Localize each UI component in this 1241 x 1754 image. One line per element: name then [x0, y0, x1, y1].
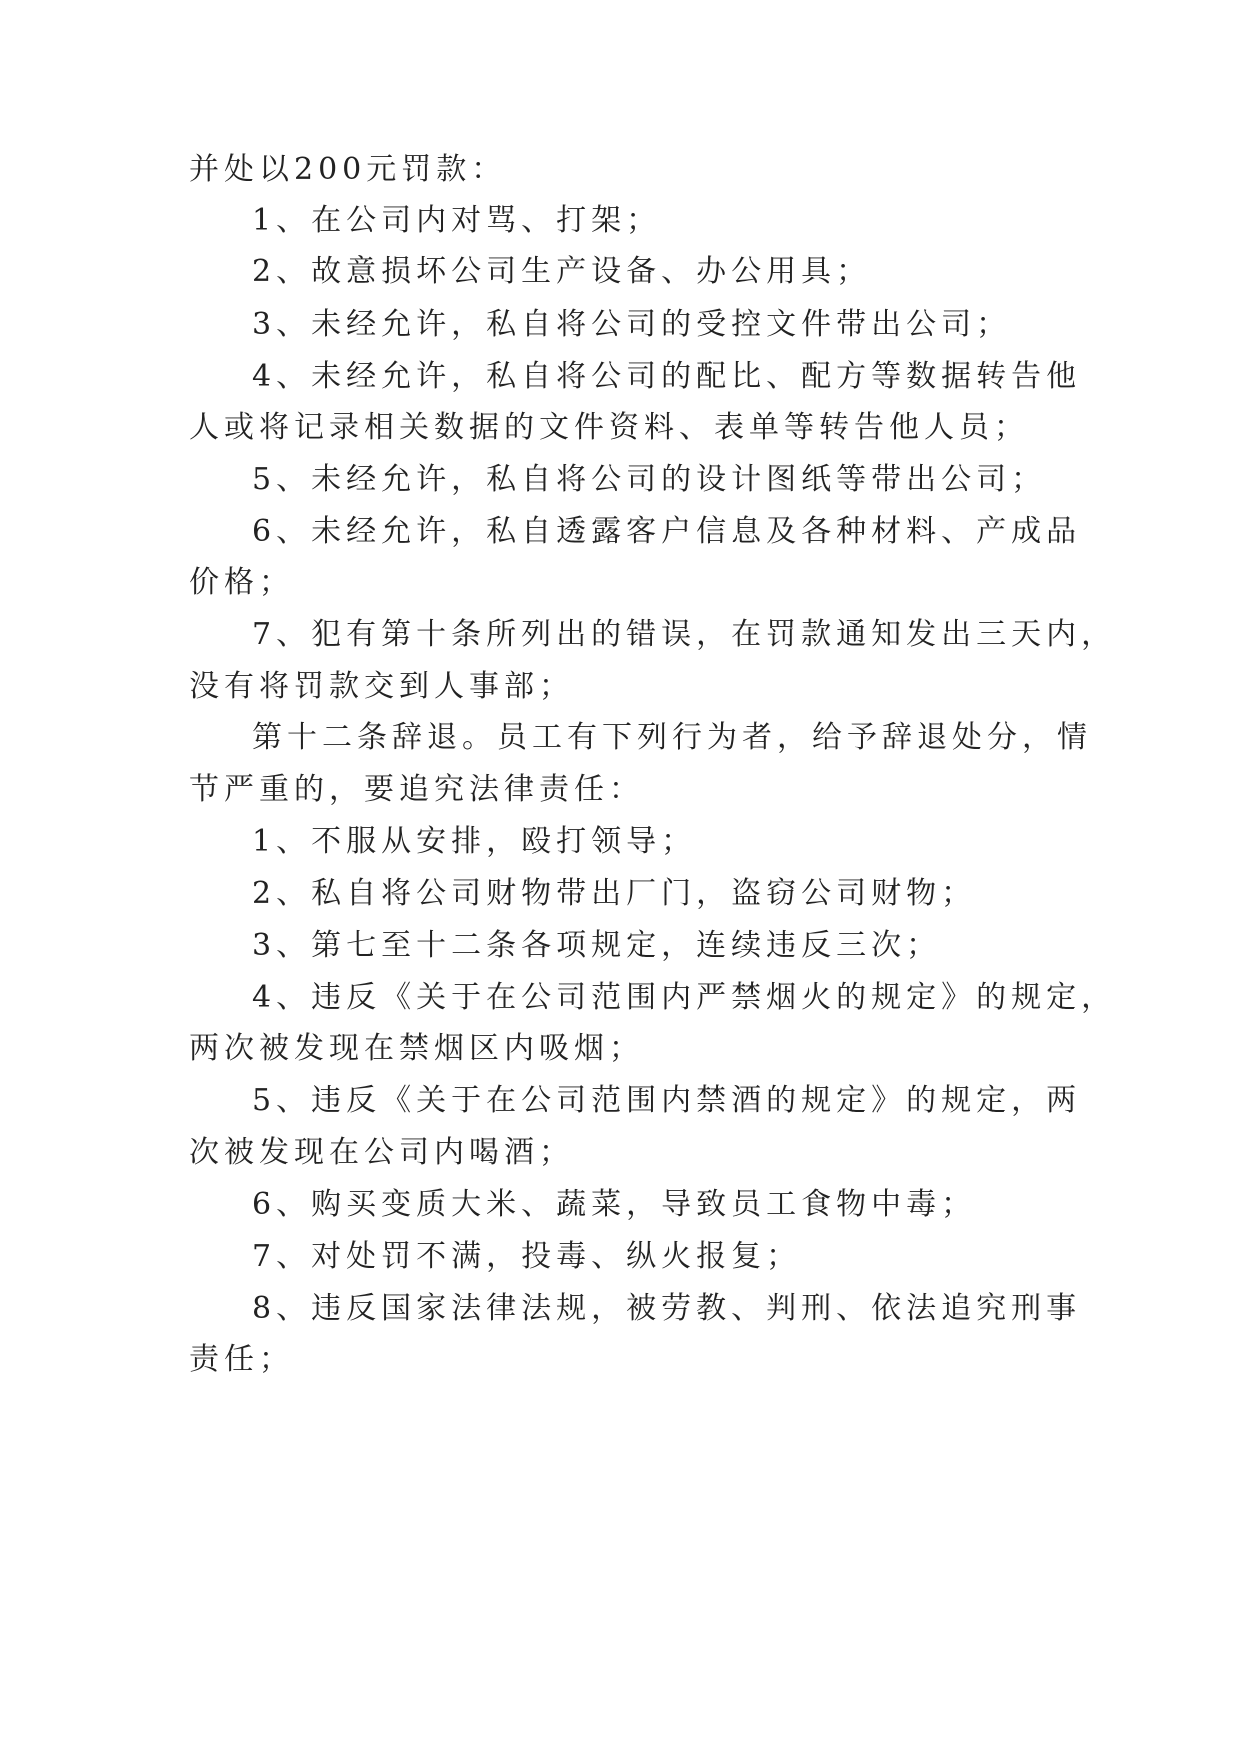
text-line: 6、未经允许，私自透露客户信息及各种材料、产成品 [252, 514, 1082, 549]
text-line: 节严重的，要追究法律责任： [189, 772, 644, 807]
text-line: 责任； [189, 1342, 294, 1377]
text-line: 两次被发现在禁烟区内吸烟； [189, 1031, 644, 1066]
text-line: 第十二条辞退。员工有下列行为者，给予辞退处分，情 [252, 720, 1092, 755]
text-line: 2、故意损坏公司生产设备、办公用具； [252, 254, 872, 289]
text-line: 7、对处罚不满，投毒、纵火报复； [252, 1239, 802, 1274]
text-line: 8、违反国家法律法规，被劳教、判刑、依法追究刑事 [252, 1291, 1082, 1326]
text-line: 没有将罚款交到人事部； [189, 669, 574, 704]
text-line: 并处以200元罚款： [189, 152, 507, 187]
text-line: 3、第七至十二条各项规定，连续违反三次； [252, 928, 942, 963]
text-line: 3、未经允许，私自将公司的受控文件带出公司； [252, 307, 1012, 342]
text-line: 价格； [189, 565, 294, 600]
text-line: 7、犯有第十条所列出的错误，在罚款通知发出三天内， [252, 617, 1117, 652]
text-line: 2、私自将公司财物带出厂门，盗窃公司财物； [252, 876, 977, 911]
text-line: 5、未经允许，私自将公司的设计图纸等带出公司； [252, 462, 1047, 497]
text-line: 人或将记录相关数据的文件资料、表单等转告他人员； [189, 410, 1029, 445]
text-line: 1、在公司内对骂、打架； [252, 203, 662, 238]
text-line: 1、不服从安排，殴打领导； [252, 824, 697, 859]
text-line: 6、购买变质大米、蔬菜，导致员工食物中毒； [252, 1187, 977, 1222]
text-line: 次被发现在公司内喝酒； [189, 1135, 574, 1170]
text-line: 4、违反《关于在公司范围内严禁烟火的规定》的规定， [252, 980, 1117, 1015]
text-line: 5、违反《关于在公司范围内禁酒的规定》的规定，两 [252, 1083, 1082, 1118]
text-line: 4、未经允许，私自将公司的配比、配方等数据转告他 [252, 359, 1082, 394]
